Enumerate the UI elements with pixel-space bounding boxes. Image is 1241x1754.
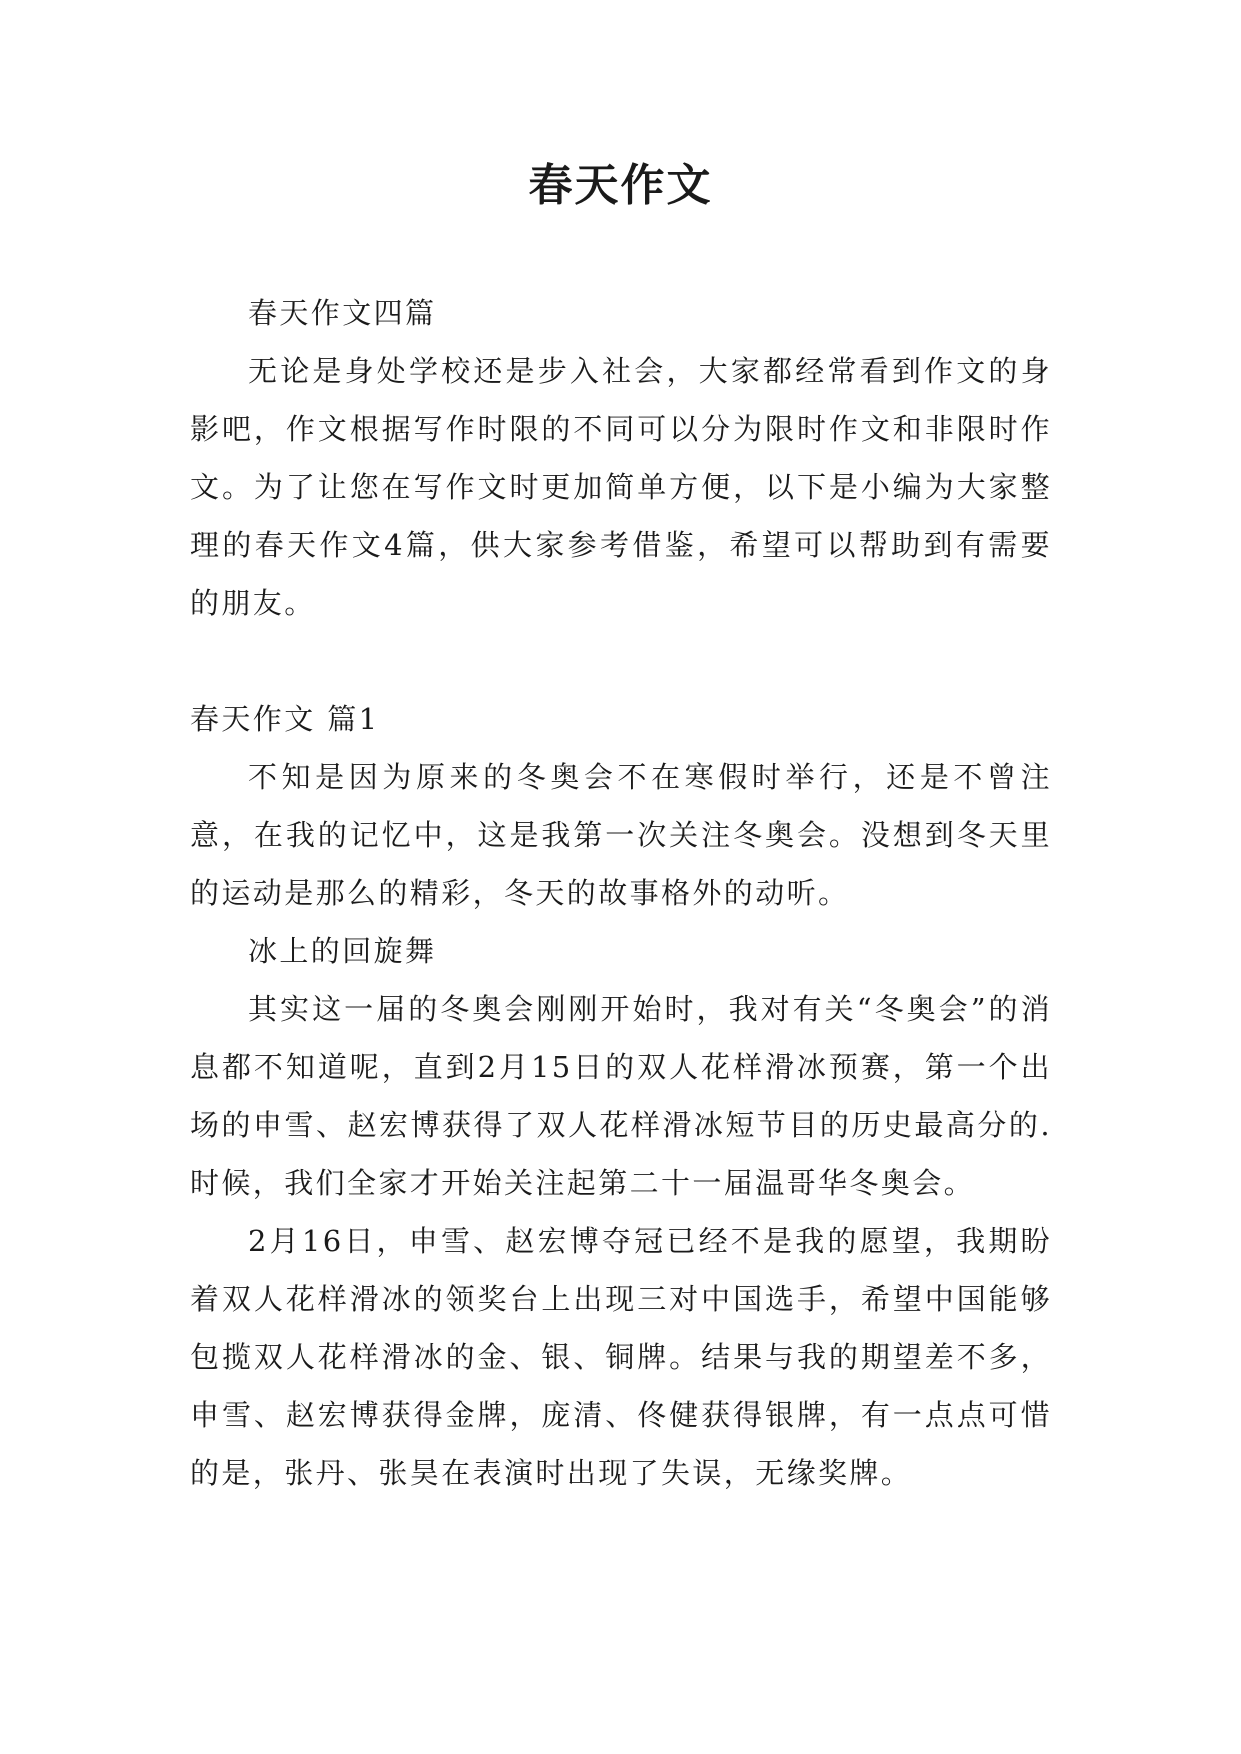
body-paragraph: 不知是因为原来的冬奥会不在寒假时举行，还是不曾注意，在我的记忆中，这是我第一次关注冬奥会。没想到冬天里的运动是那么的精彩，冬天的故事格外的动听。: [190, 760, 1052, 910]
body-paragraph: 2月16日，申雪、赵宏博夺冠已经不是我的愿望，我期盼着双人花样滑冰的领奖台上出现三对中国选手，希望中国能够包揽双人花样滑冰的金、银、铜牌。结果与我的期望差不多，申雪、赵宏博获得金牌，庞清、佟健获得银牌，有一点点可惜的是，张丹、张昊在表演时出现了失误，无缘奖牌。: [190, 1224, 1052, 1490]
document-title: 春天作文: [528, 160, 713, 211]
intro-heading: 春天作文四篇: [248, 296, 437, 330]
intro-paragraph: 无论是身处学校还是步入社会，大家都经常看到作文的身影吧，作文根据写作时限的不同可以分为限时作文和非限时作文。为了让您在写作文时更加简单方便，以下是小编为大家整理的春天作文4篇，供大家参考借鉴，希望可以帮助到有需要的朋友。: [190, 354, 1052, 620]
document-body: [190, 284, 1052, 1502]
body-paragraph: 其实这一届的冬奥会刚刚开始时，我对有关“冬奥会”的消息都不知道呢，直到2月15日的双人花样滑冰预赛，第一个出场的申雪、赵宏博获得了双人花样滑冰短节目的历史最高分的.时候，我们全家才开始关注起第二十一届温哥华冬奥会。: [190, 992, 1052, 1200]
section-heading: 春天作文 篇1: [190, 702, 380, 736]
subheading: 冰上的回旋舞: [248, 934, 437, 968]
